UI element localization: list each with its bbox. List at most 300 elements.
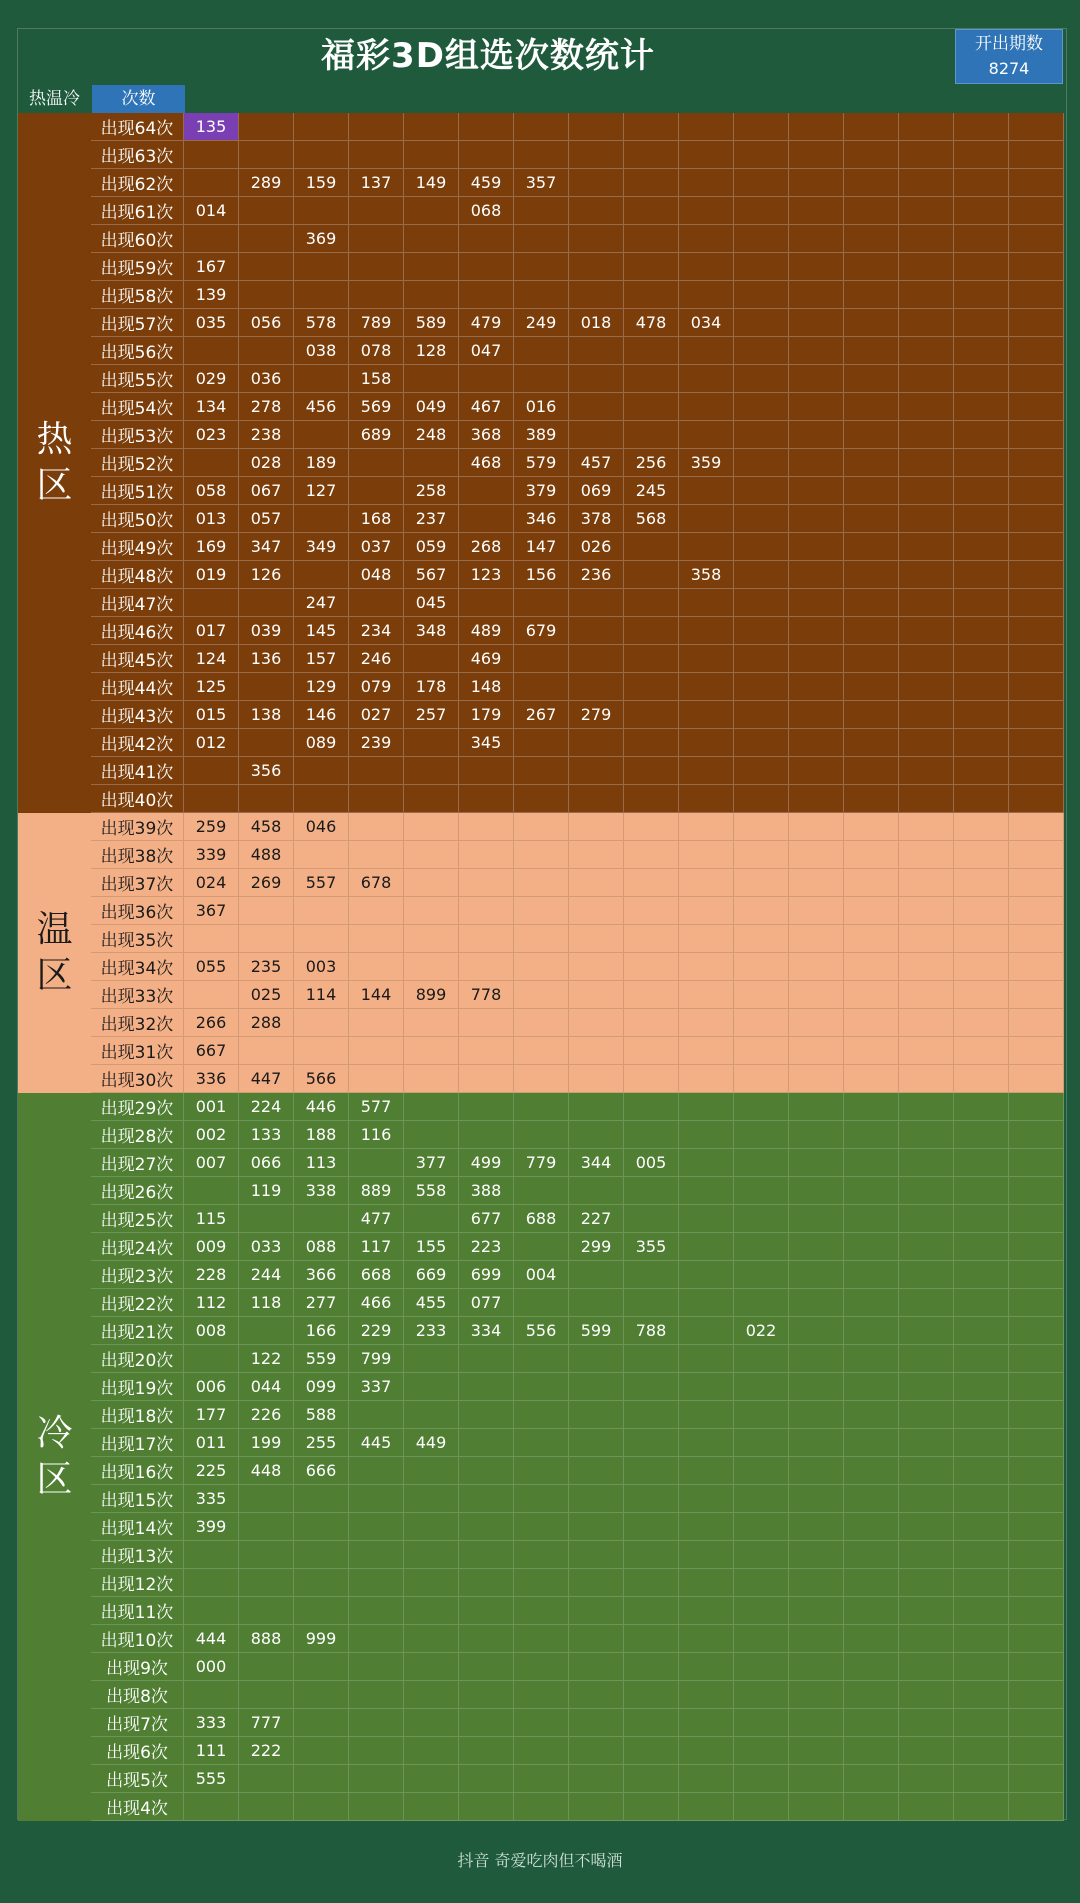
- table-cell: [1009, 309, 1064, 337]
- table-cell: 249: [514, 309, 569, 337]
- row-count-label: 出现40次: [91, 785, 184, 813]
- table-cell: [514, 1121, 569, 1149]
- table-cell: [679, 981, 734, 1009]
- table-cell: [349, 1709, 404, 1737]
- table-cell: [514, 645, 569, 673]
- table-cell: 149: [404, 169, 459, 197]
- table-cell: 005: [624, 1149, 679, 1177]
- table-cell: 588: [294, 1401, 349, 1429]
- table-cell: [954, 1317, 1009, 1345]
- table-cell: [294, 785, 349, 813]
- table-cell: [679, 1597, 734, 1625]
- table-cell: [514, 1737, 569, 1765]
- table-cell: [514, 365, 569, 393]
- table-cell: [954, 1065, 1009, 1093]
- table-cell: [954, 729, 1009, 757]
- table-cell: 266: [184, 1009, 239, 1037]
- table-cell: 015: [184, 701, 239, 729]
- table-cell: 357: [514, 169, 569, 197]
- table-cell: [514, 841, 569, 869]
- table-cell: 001: [184, 1093, 239, 1121]
- table-cell: 156: [514, 561, 569, 589]
- spreadsheet: [17, 28, 1067, 1820]
- table-cell: [789, 1485, 844, 1513]
- table-cell: [1009, 897, 1064, 925]
- table-cell: 358: [679, 561, 734, 589]
- table-cell: [184, 1345, 239, 1373]
- table-cell: [734, 169, 789, 197]
- table-cell: [1009, 1709, 1064, 1737]
- table-cell: [239, 225, 294, 253]
- table-cell: [404, 449, 459, 477]
- table-cell: 368: [459, 421, 514, 449]
- table-cell: 134: [184, 393, 239, 421]
- table-cell: [844, 953, 899, 981]
- table-cell: [569, 1625, 624, 1653]
- table-cell: [734, 1485, 789, 1513]
- table-cell: [624, 589, 679, 617]
- table-cell: [899, 1429, 954, 1457]
- table-cell: [624, 141, 679, 169]
- table-cell: [844, 309, 899, 337]
- table-cell: [679, 1121, 734, 1149]
- table-cell: [404, 1569, 459, 1597]
- table-cell: 299: [569, 1233, 624, 1261]
- row-count-label: 出现53次: [91, 421, 184, 449]
- table-cell: [734, 869, 789, 897]
- table-cell: 334: [459, 1317, 514, 1345]
- table-cell: [844, 645, 899, 673]
- table-cell: [844, 673, 899, 701]
- table-cell: [514, 925, 569, 953]
- row-count-label: 出现29次: [91, 1093, 184, 1121]
- table-cell: [1009, 1429, 1064, 1457]
- table-cell: [679, 925, 734, 953]
- row-count-label: 出现47次: [91, 589, 184, 617]
- table-cell: 279: [569, 701, 624, 729]
- table-cell: 666: [294, 1457, 349, 1485]
- table-cell: [404, 1765, 459, 1793]
- table-cell: [954, 1373, 1009, 1401]
- table-cell: [239, 729, 294, 757]
- table-cell: [624, 1121, 679, 1149]
- table-cell: [349, 1485, 404, 1513]
- table-cell: [349, 449, 404, 477]
- table-cell: [404, 1037, 459, 1065]
- table-cell: [459, 1457, 514, 1485]
- table-cell: [734, 1205, 789, 1233]
- table-cell: [294, 1541, 349, 1569]
- table-cell: [789, 197, 844, 225]
- table-cell: [404, 785, 459, 813]
- table-cell: [624, 1289, 679, 1317]
- table-cell: [899, 113, 954, 141]
- table-cell: [1009, 477, 1064, 505]
- table-cell: 488: [239, 841, 294, 869]
- table-cell: [899, 1345, 954, 1373]
- table-cell: [844, 505, 899, 533]
- table-cell: 336: [184, 1065, 239, 1093]
- table-cell: [624, 673, 679, 701]
- table-cell: [294, 1793, 349, 1821]
- table-cell: 388: [459, 1177, 514, 1205]
- table-cell: 222: [239, 1737, 294, 1765]
- table-cell: [404, 1373, 459, 1401]
- table-cell: [514, 1233, 569, 1261]
- table-cell: [734, 337, 789, 365]
- table-cell: 458: [239, 813, 294, 841]
- table-cell: [844, 1205, 899, 1233]
- table-cell: [789, 673, 844, 701]
- table-cell: [239, 897, 294, 925]
- table-cell: [734, 225, 789, 253]
- table-cell: [789, 1709, 844, 1737]
- row-count-label: 出现41次: [91, 757, 184, 785]
- table-cell: [239, 113, 294, 141]
- table-cell: [239, 141, 294, 169]
- table-cell: [349, 813, 404, 841]
- table-cell: [624, 925, 679, 953]
- table-cell: [899, 589, 954, 617]
- table-cell: 256: [624, 449, 679, 477]
- table-cell: [184, 981, 239, 1009]
- table-cell: [569, 729, 624, 757]
- table-cell: [294, 897, 349, 925]
- table-cell: [954, 1177, 1009, 1205]
- zone-label-text: 温区: [36, 909, 73, 996]
- table-cell: 112: [184, 1289, 239, 1317]
- table-cell: [789, 1681, 844, 1709]
- table-cell: [514, 1541, 569, 1569]
- table-cell: 008: [184, 1317, 239, 1345]
- table-cell: [734, 1401, 789, 1429]
- table-cell: [404, 869, 459, 897]
- table-cell: 677: [459, 1205, 514, 1233]
- table-cell: [789, 337, 844, 365]
- table-cell: [514, 1793, 569, 1821]
- table-cell: [899, 1681, 954, 1709]
- row-count-label: 出现63次: [91, 141, 184, 169]
- table-cell: [404, 197, 459, 225]
- table-cell: [734, 1513, 789, 1541]
- table-cell: [184, 337, 239, 365]
- table-cell: [569, 1457, 624, 1485]
- table-cell: [679, 1093, 734, 1121]
- table-cell: 000: [184, 1653, 239, 1681]
- table-cell: [569, 841, 624, 869]
- table-cell: 237: [404, 505, 459, 533]
- row-count-label: 出现55次: [91, 365, 184, 393]
- table-cell: 289: [239, 169, 294, 197]
- table-cell: [404, 841, 459, 869]
- table-cell: [569, 393, 624, 421]
- table-cell: [294, 1653, 349, 1681]
- table-cell: [899, 1541, 954, 1569]
- table-cell: [239, 1653, 294, 1681]
- table-cell: [459, 1513, 514, 1541]
- row-count-label: 出现60次: [91, 225, 184, 253]
- table-cell: [459, 1709, 514, 1737]
- table-cell: [789, 533, 844, 561]
- table-cell: 499: [459, 1149, 514, 1177]
- table-cell: [514, 225, 569, 253]
- table-cell: [514, 1709, 569, 1737]
- table-cell: [899, 1653, 954, 1681]
- table-cell: [569, 785, 624, 813]
- table-cell: [954, 757, 1009, 785]
- table-cell: [844, 841, 899, 869]
- table-cell: [899, 1233, 954, 1261]
- table-cell: [569, 421, 624, 449]
- table-cell: [1009, 393, 1064, 421]
- table-cell: [624, 953, 679, 981]
- table-cell: 578: [294, 309, 349, 337]
- table-cell: [954, 505, 1009, 533]
- table-cell: [459, 757, 514, 785]
- table-cell: [1009, 981, 1064, 1009]
- table-cell: 006: [184, 1373, 239, 1401]
- table-cell: 223: [459, 1233, 514, 1261]
- table-cell: [844, 1569, 899, 1597]
- table-cell: [514, 897, 569, 925]
- table-cell: 024: [184, 869, 239, 897]
- table-cell: 667: [184, 1037, 239, 1065]
- table-cell: [184, 1541, 239, 1569]
- table-cell: [789, 813, 844, 841]
- table-cell: [459, 925, 514, 953]
- table-cell: [404, 897, 459, 925]
- table-cell: [349, 897, 404, 925]
- table-cell: [1009, 1485, 1064, 1513]
- table-cell: [954, 253, 1009, 281]
- table-cell: [789, 645, 844, 673]
- table-cell: [899, 1569, 954, 1597]
- table-cell: [349, 1597, 404, 1625]
- table-cell: [624, 1513, 679, 1541]
- table-cell: [679, 897, 734, 925]
- table-cell: [734, 1597, 789, 1625]
- table-cell: [184, 449, 239, 477]
- row-count-label: 出现8次: [91, 1681, 184, 1709]
- table-cell: 146: [294, 701, 349, 729]
- table-cell: [239, 337, 294, 365]
- table-cell: 049: [404, 393, 459, 421]
- table-cell: [1009, 1625, 1064, 1653]
- table-cell: [954, 1681, 1009, 1709]
- table-cell: [459, 1429, 514, 1457]
- table-cell: [514, 953, 569, 981]
- table-cell: [1009, 281, 1064, 309]
- table-cell: [954, 337, 1009, 365]
- table-cell: [899, 953, 954, 981]
- table-cell: 125: [184, 673, 239, 701]
- table-cell: [899, 1037, 954, 1065]
- table-cell: [624, 1065, 679, 1093]
- table-cell: [569, 953, 624, 981]
- table-cell: [1009, 1793, 1064, 1821]
- table-cell: [679, 701, 734, 729]
- zone-label-text: 冷区: [36, 1413, 73, 1500]
- table-cell: 226: [239, 1401, 294, 1429]
- table-cell: [349, 1569, 404, 1597]
- table-cell: [789, 281, 844, 309]
- table-cell: [1009, 841, 1064, 869]
- table-cell: [899, 1765, 954, 1793]
- table-cell: [899, 1737, 954, 1765]
- table-cell: 178: [404, 673, 459, 701]
- table-cell: [679, 365, 734, 393]
- table-cell: [349, 1541, 404, 1569]
- table-cell: [899, 1177, 954, 1205]
- table-cell: [349, 1065, 404, 1093]
- table-cell: [459, 1681, 514, 1709]
- table-cell: 139: [184, 281, 239, 309]
- table-cell: [459, 1597, 514, 1625]
- table-cell: [404, 113, 459, 141]
- table-cell: [844, 169, 899, 197]
- table-cell: [514, 1485, 569, 1513]
- table-cell: [734, 141, 789, 169]
- table-cell: [734, 1709, 789, 1737]
- table-cell: 034: [679, 309, 734, 337]
- table-cell: [679, 169, 734, 197]
- table-cell: [349, 477, 404, 505]
- table-cell: [679, 1149, 734, 1177]
- row-count-label: 出现18次: [91, 1401, 184, 1429]
- table-cell: [679, 1429, 734, 1457]
- table-cell: 367: [184, 897, 239, 925]
- table-cell: [294, 1765, 349, 1793]
- table-cell: [459, 1345, 514, 1373]
- table-cell: 023: [184, 421, 239, 449]
- table-cell: [624, 729, 679, 757]
- table-cell: [734, 897, 789, 925]
- table-cell: 899: [404, 981, 459, 1009]
- table-cell: [734, 1569, 789, 1597]
- table-cell: [844, 1009, 899, 1037]
- table-cell: [569, 645, 624, 673]
- table-cell: 338: [294, 1177, 349, 1205]
- table-cell: [459, 1793, 514, 1821]
- table-cell: [624, 365, 679, 393]
- row-count-label: 出现52次: [91, 449, 184, 477]
- table-cell: [459, 1765, 514, 1793]
- table-cell: [954, 1121, 1009, 1149]
- table-cell: 688: [514, 1205, 569, 1233]
- table-cell: [569, 1513, 624, 1541]
- table-cell: [459, 1485, 514, 1513]
- table-cell: [1009, 869, 1064, 897]
- table-cell: [184, 169, 239, 197]
- row-count-label: 出现24次: [91, 1233, 184, 1261]
- table-cell: [899, 281, 954, 309]
- table-cell: [734, 1737, 789, 1765]
- table-cell: [844, 253, 899, 281]
- table-cell: [624, 1625, 679, 1653]
- table-cell: [954, 1513, 1009, 1541]
- table-cell: [1009, 1541, 1064, 1569]
- table-cell: [1009, 1345, 1064, 1373]
- table-cell: 568: [624, 505, 679, 533]
- table-cell: 113: [294, 1149, 349, 1177]
- table-cell: [1009, 1261, 1064, 1289]
- table-cell: [844, 1793, 899, 1821]
- table-cell: [349, 953, 404, 981]
- table-cell: [569, 1261, 624, 1289]
- table-cell: 014: [184, 197, 239, 225]
- table-cell: [349, 1401, 404, 1429]
- table-cell: [899, 1373, 954, 1401]
- table-cell: [734, 533, 789, 561]
- table-cell: [734, 1681, 789, 1709]
- table-cell: [679, 253, 734, 281]
- table-cell: [844, 337, 899, 365]
- table-cell: [899, 169, 954, 197]
- table-cell: 689: [349, 421, 404, 449]
- table-cell: [844, 1261, 899, 1289]
- table-cell: [569, 1373, 624, 1401]
- table-cell: [404, 813, 459, 841]
- table-cell: [899, 477, 954, 505]
- table-cell: [569, 1737, 624, 1765]
- table-cell: [404, 1625, 459, 1653]
- table-cell: 359: [679, 449, 734, 477]
- table-cell: [459, 365, 514, 393]
- row-count-label: 出现37次: [91, 869, 184, 897]
- table-cell: [899, 225, 954, 253]
- table-cell: [954, 141, 1009, 169]
- table-cell: 048: [349, 561, 404, 589]
- table-cell: [624, 869, 679, 897]
- table-cell: [569, 253, 624, 281]
- table-cell: [184, 1177, 239, 1205]
- table-cell: [459, 869, 514, 897]
- table-cell: 067: [239, 477, 294, 505]
- table-cell: 155: [404, 1233, 459, 1261]
- table-cell: 009: [184, 1233, 239, 1261]
- table-cell: [899, 141, 954, 169]
- table-cell: [734, 421, 789, 449]
- table-cell: [789, 561, 844, 589]
- table-cell: [734, 1065, 789, 1093]
- table-cell: [239, 1513, 294, 1541]
- table-cell: [789, 113, 844, 141]
- row-count-label: 出现36次: [91, 897, 184, 925]
- table-cell: [954, 1597, 1009, 1625]
- table-cell: [1009, 1401, 1064, 1429]
- table-cell: [514, 981, 569, 1009]
- table-cell: 004: [514, 1261, 569, 1289]
- table-cell: 258: [404, 477, 459, 505]
- table-cell: [569, 589, 624, 617]
- table-cell: [844, 1457, 899, 1485]
- table-cell: [844, 141, 899, 169]
- table-cell: [624, 1541, 679, 1569]
- table-cell: 224: [239, 1093, 294, 1121]
- table-cell: [899, 1401, 954, 1429]
- row-count-label: 出现49次: [91, 533, 184, 561]
- table-cell: 479: [459, 309, 514, 337]
- table-cell: 144: [349, 981, 404, 1009]
- table-cell: [899, 1597, 954, 1625]
- table-cell: [569, 1793, 624, 1821]
- row-count-label: 出现38次: [91, 841, 184, 869]
- table-cell: [789, 1737, 844, 1765]
- table-cell: [624, 113, 679, 141]
- table-cell: 447: [239, 1065, 294, 1093]
- table-cell: [734, 1541, 789, 1569]
- table-cell: [954, 953, 1009, 981]
